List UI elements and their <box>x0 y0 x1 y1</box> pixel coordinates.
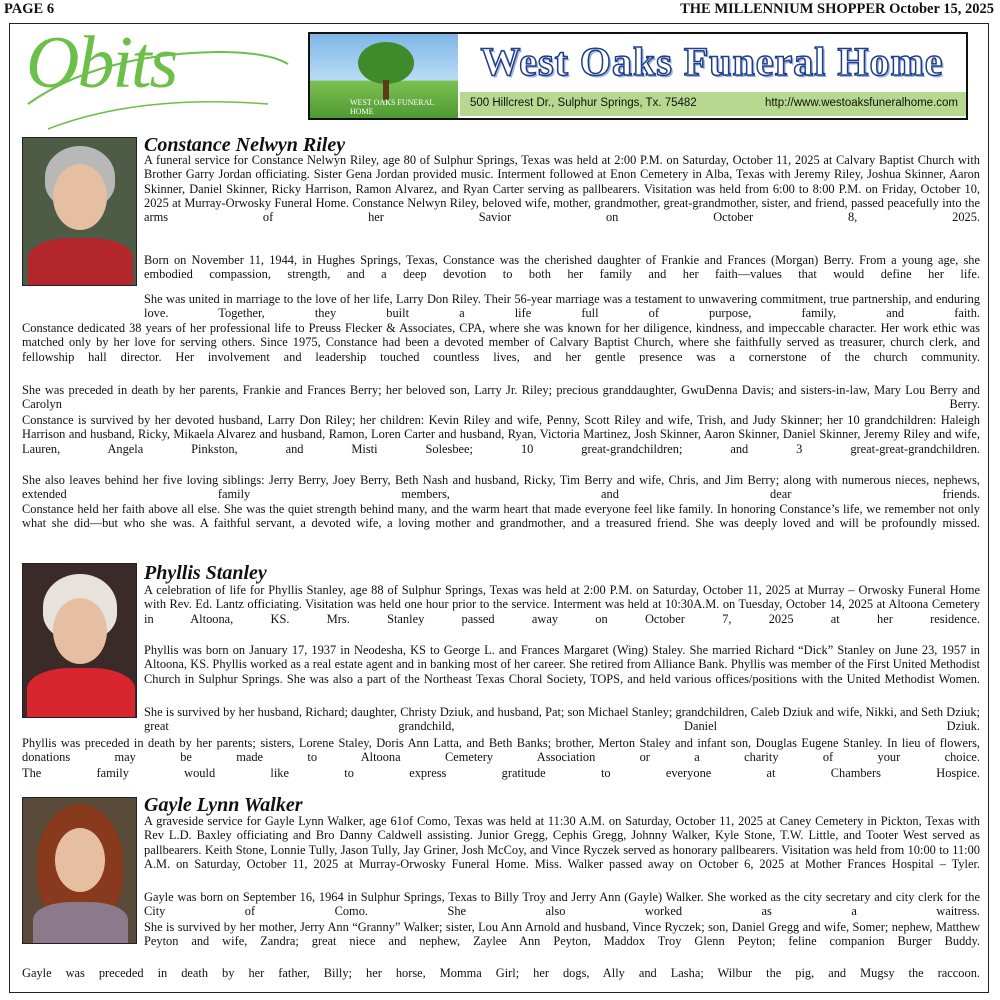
obit-paragraph: She also leaves behind her five loving siblings: Jerry Berry, Joey Berry, Beth Nash and husband, Ricky, Tim Berry and wife, Chris, and Jim Berry; along with numerous nieces, nephews, extended family members, and dear friends. <box>22 473 980 502</box>
obit-name: Phyllis Stanley <box>144 562 267 584</box>
funeral-home-name: West Oaks Funeral Home <box>480 39 944 84</box>
obit-paragraph: She was united in marriage to the love of her life, Larry Don Riley. Their 56-year marriage was a testament to unwavering commitment, true partnership, and enduring love. Together, they built a life full of purpose, family, and faith. <box>144 292 980 321</box>
obit-paragraph: Gayle was preceded in death by her father, Billy; her horse, Momma Girl; her dogs, Ally and Lasha; Wilbur the pig, and Mugsy the raccoon. <box>22 966 980 980</box>
obit-paragraph: A funeral service for Constance Nelwyn Riley, age 80 of Sulphur Springs, Texas was held at 2:00 P.M. on Saturday, October 11, 2025 at Calvary Baptist Church with Brother Garry Jordan officiating. Sister Gena Jordan provided music. Interment followed at Enon Cemetery in Alba, Texas with Jeremy Riley, Joshua Skinner, Aaron Skinner, Daniel Skinner, Ricky Harrison, Ramon Alvarez, and Ryan Carter serving as pallbearers. Visitation was held from 6:00 to 8:00 P.M. on Friday, October 10, 2025 at Murray-Orwosky Funeral Home. Constance Nelwyn Riley, beloved wife, mother, grandmother, great-grandmother, sister, and friend, passed peacefully into the arms of her Savior on October 8, 2025. <box>144 153 980 225</box>
funeral-home-url: http://www.westoaksfuneralhome.com <box>764 97 958 109</box>
obit-paragraph: A graveside service for Gayle Lynn Walker, age 61of Como, Texas was held at 11:30 A.M. on Saturday, October 11, 2025 at Caney Cemetery in Pickton, Texas with Rev L.D. Baxley officiating and Bro Danny Caldwell assisting. Junior Gregg, Cephis Gregg, Johnny Walker, Kyle Stone, T.W. Little, and Tooter West served as pallbearers. Keith Stone, Lonnie Tully, Jason Tully, Jay Griner, Josh McCoy, and Vince Ryczek served as honorary pallbearers. Visitation was held from 10:00 to 11:00 A.M. on Saturday, October 11, 2025 at Murray-Orwosky Funeral Home. Miss. Walker passed away on October 6, 2025 at Mother Frances Hospital – Tyler. <box>144 814 980 871</box>
obit-paragraph: She is survived by her husband, Richard; daughter, Christy Dziuk, and husband, Pat; son Michael Stanley; grandchildren, Caleb Dziuk and wife, Nikki, and Seth Dziuk; great grandchild, Daniel Dziuk. <box>144 705 980 734</box>
funeral-home-ad <box>308 32 968 120</box>
obit-paragraph: She is survived by her mother, Jerry Ann “Granny” Walker; sister, Lou Ann Arnold and husband, Vince Ryczek; son, Daniel Gregg and wife, Somer; nephew, Matthew Peyton and wife, Zandra; great niece and nephew, Zaylee Ann Peyton, Maddox Troy Glenn Peyton; feline companion Burger Buddy. <box>144 920 980 949</box>
tree-image <box>310 34 458 118</box>
obit-name: Gayle Lynn Walker <box>144 794 303 816</box>
obit-paragraph: Born on November 11, 1944, in Hughes Springs, Texas, Constance was the cherished daughter of Frankie and Frances (Morgan) Berry. From a young age, she embodied compassion, strength, and a deep devotion to both her family and her faith—values that would define her life. <box>144 253 980 282</box>
obit-paragraph: The family would like to express gratitude to everyone at Chambers Hospice. <box>22 766 980 780</box>
obit-paragraph: Gayle was born on September 16, 1964 in Sulphur Springs, Texas to Billy Troy and Jerry Ann (Gayle) Walker. She worked as the city secretary and city clerk for the City of Como. She also worked as a waitress. <box>144 890 980 919</box>
obit-paragraph: A celebration of life for Phyllis Stanley, age 88 of Sulphur Springs, Texas was held at 2:00 P.M. on Saturday, October 11, 2025 at Murray – Orwosky Funeral Home with Rev. Ed. Lantz officiating. Visitation was held one hour prior to the service. Interment was held at 10:30A.M. on Tuesday, October 14, 2025 at Altoona Cemetery in Altoona, KS. Mrs. Stanley passed away on October 7, 2025 at her residence. <box>144 583 980 626</box>
obit-paragraph: Phyllis was preceded in death by her parents; sisters, Lorene Staley, Doris Ann Latta, and Beth Banks; brother, Merton Staley and infant son, Douglas Eugene Stanley. In lieu of flowers, donations may be made to Altoona Cemetery Association or a charity of your choice. <box>22 736 980 765</box>
obit-paragraph: Constance is survived by her devoted husband, Larry Don Riley; her children: Kevin Riley and wife, Penny, Scott Riley and wife, Trish, and Judy Skinner; her 10 grandchildren: Haleigh Harrison and husband, Ricky, Mikaela Alvarez and husband, Ramon, Loren Carter and husband, Ryan, Victoria Martinez, Josh Skinner, Aaron Skinner, Daniel Skinner, Jeremy Riley and wife, Lauren, Angela Pinkston, and Misti Solesbee; 10 great-grandchildren; and 3 great-great-grandchildren. <box>22 413 980 456</box>
funeral-home-address: 500 Hillcrest Dr., Sulphur Springs, Tx. 75482 <box>470 97 697 109</box>
obit-paragraph: Phyllis was born on January 17, 1937 in Neodesha, KS to George L. and Frances Margaret (Wing) Staley. She married Richard “Dick” Stanley on June 23, 1957 in Altoona, KS. Phyllis worked as a real estate agent and in banking most of her career. She retired from Alliance Bank. Phyllis was member of the First United Methodist Church in Sulphur Springs. She was also a part of the Northeast Texas Choral Society, TOPS, and held various offices/positions with the United Methodist Women. <box>144 643 980 686</box>
portrait-photo-walker <box>22 797 137 944</box>
obit-paragraph: Constance dedicated 38 years of her professional life to Preuss Flecker & Associates, CPA, where she was known for her diligence, kindness, and impeccable character. Her work ethic was matched only by her love for serving others. Since 1975, Constance had been a devoted member of Calvary Baptist Church, where she faithfully served as treasurer, church clerk, and fellowship hall director. Her involvement and leadership touched countless lives, and her gentle presence was a cornerstone of the church community. <box>22 321 980 364</box>
masthead: THE MILLENNIUM SHOPPER October 15, 2025 <box>680 1 994 17</box>
portrait-photo-stanley <box>22 563 137 718</box>
section-title: Obits <box>26 22 177 104</box>
page-header <box>0 0 1000 18</box>
obit-paragraph: Constance held her faith above all else. She was the quiet strength behind many, and the warm heart that made everyone feel like family. In honoring Constance’s life, we remember not only what she did—but who she was. A faithful servant, a devoted wife, a loving mother and grandmother, and a treasured friend. She was deeply loved and will be profoundly missed. <box>22 502 980 531</box>
small-logo-text: WEST OAKS FUNERAL HOME <box>350 98 435 116</box>
obit-name: Constance Nelwyn Riley <box>144 134 346 156</box>
portrait-photo-riley <box>22 137 137 286</box>
obit-paragraph: She was preceded in death by her parents, Frankie and Frances Berry; her beloved son, Larry Jr. Riley; precious granddaughter, GwuDenna Davis; and sisters-in-law, Mary Lou Berry and Carolyn Berry. <box>22 383 980 412</box>
page-number: PAGE 6 <box>4 1 55 17</box>
